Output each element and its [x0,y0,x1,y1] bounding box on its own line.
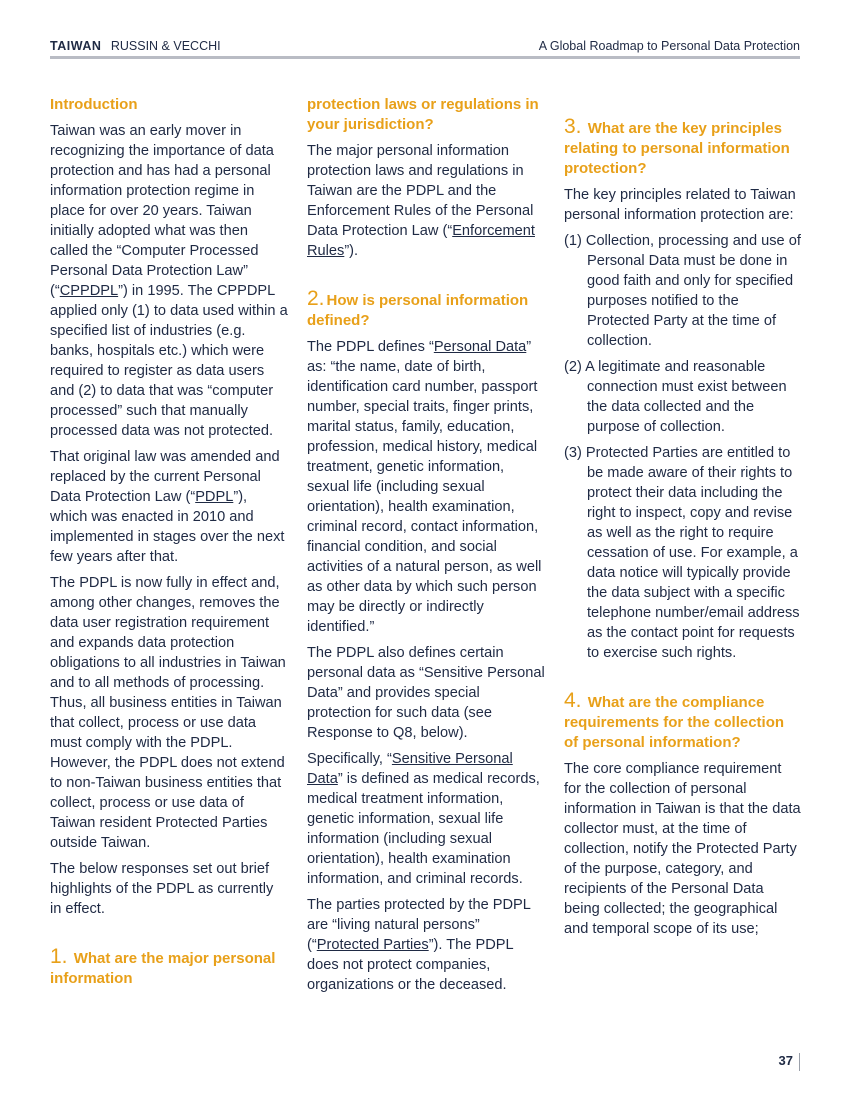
header-publication-title: A Global Roadmap to Personal Data Protection [538,39,800,53]
question-1-number: 1. [50,945,68,968]
answer-2-p4-text-b: ”). The PDPL does not protect companies, organizations or the deceased. [307,937,514,993]
question-1-heading-continued: protection laws or regulations in your jurisdiction? [307,96,539,133]
intro-paragraph-1 [50,121,288,441]
list-item [564,443,802,663]
answer-1 [307,141,545,261]
running-header [50,36,800,56]
introduction-heading: Introduction [50,96,138,113]
defined-term-sensitive-personal-data: Sensitive Personal Data [307,751,513,787]
question-3-text: What are the key principles relating to personal information protection? [564,120,790,177]
header-left [50,39,221,53]
answer-2-paragraph-1 [307,337,545,637]
question-4-heading [564,691,802,753]
intro-p1-text-b: ”) in 1995. The CPPDPL applied only (1) to data used within a specified list of industries (e.g. banks, hospitals etc.) which were required to register as data users and (2) to data that was “computer processed” such that manually processed data was not protected. [50,283,288,439]
answer-2-p1-text-b: ” as: “the name, date of birth, identification card number, passport number, special traits, finger prints, marital status, family, education, profession, medical history, medical treatment, genetic information, sexual life (including sexual orientation), health examination, criminal record, contact information, financial condition, and social activities of a natural person, as well as other data by which such person may be directly or indirectly identified.” [307,339,542,635]
header-firm: RUSSIN & VECCHI [110,39,221,53]
principles-list [564,231,802,663]
answer-2-paragraph-2: The PDPL also defines certain personal data as “Sensitive Personal Data” and provides special protection for such data (see Response to Q8, below). [307,645,545,741]
answer-2-p4-text-a: The parties protected by the PDPL are “living natural persons” (“ [307,897,531,953]
question-3-heading [564,117,802,179]
defined-term-personal-data: Personal Data [433,339,527,355]
intro-paragraph-3: The PDPL is now fully in effect and, among other changes, removes the data user registration requirement and expands data protection obligations to all industries in Taiwan and to all methods of processing. Thus, all business entities in Taiwan that collect, process or use data must comply with the PDPL. However, the PDPL does not extend to non-Taiwan business entities that collect, process or use data of Taiwan resident Protected Parties outside Taiwan. [50,575,286,851]
header-country: TAIWAN [50,39,102,53]
defined-term-pdpl: PDPL [195,489,234,505]
defined-term-enforcement-rules: Enforcement Rules [307,223,535,259]
list-item [564,357,802,437]
question-2-heading [307,289,545,331]
defined-term-cppdpl: CPPDPL [59,283,119,299]
question-1-heading [50,947,288,989]
answer-1-text-a: The major personal information protection laws and regulations in Taiwan are the PDPL and the Enforcement Rules of the Personal Data Protection Law (“ [307,143,534,239]
answer-2-paragraph-3 [307,749,545,889]
list-item-text: A legitimate and reasonable connection must exist between the data collected and the purpose of collection. [585,359,787,435]
page-number: 37 [779,1053,800,1071]
question-1-text: What are the major personal information [50,950,276,987]
question-2-number: 2. [307,287,325,310]
intro-p2-text-a: That original law was amended and replaced by the current Personal Data Protection Law (“ [50,449,280,505]
question-4-text: What are the compliance requirements for the collection of personal information? [564,694,785,751]
list-item-marker: (3) [564,445,582,461]
column-2 [307,95,545,1001]
answer-4: The core compliance requirement for the collection of personal information in Taiwan is that the data collector must, at the time of collection, notify the Protected Party of the purpose, category, and recipients of the Personal Data being collected; the geographical and temporal scope of its use; [564,761,801,937]
intro-paragraph-2 [50,447,288,567]
list-item [564,231,802,351]
answer-3-intro: The key principles related to Taiwan personal information protection are: [564,187,796,223]
answer-2-p3-text-b: ” is defined as medical records, medical treatment information, genetic information, sexual life information (including sexual orientation), health examination information, and criminal records. [307,771,540,887]
defined-term-protected-parties: Protected Parties [316,937,429,953]
answer-2-p3-text-a: Specifically, “ [307,751,392,767]
question-4-number: 4. [564,689,582,712]
intro-p2-text-b: ”), which was enacted in 2010 and implemented in stages over the next few years after that. [50,489,285,565]
question-3-number: 3. [564,115,582,138]
list-item-marker: (1) [564,233,582,249]
answer-1-text-b: ”). [344,243,359,259]
intro-paragraph-4: The below responses set out brief highlights of the PDPL as currently in effect. [50,861,274,917]
list-item-marker: (2) [564,359,582,375]
list-item-text: Protected Parties are entitled to be made aware of their rights to protect their data including the right to inspect, copy and revise as well as the right to require cessation of use. For example, a data notice will typically provide the data subject with a specific telephone number/email address as the contact point for requests to exercise such rights. [585,445,800,661]
question-2-text: How is personal information defined? [307,292,529,329]
header-divider [50,56,800,59]
intro-p1-text-a: Taiwan was an early mover in recognizing the importance of data protection and has had a personal information protection regime in place for over 20 years. Taiwan initially adopted what was then called the “Computer Processed Personal Data Protection Law” (“ [50,123,274,299]
column-1 [50,95,288,995]
answer-2-paragraph-4 [307,895,545,995]
column-3 [564,95,802,945]
list-item-text: Collection, processing and use of Personal Data must be done in good faith and only for specified purposes notified to the Protected Party at the time of collection. [585,233,801,349]
answer-2-p1-text-a: The PDPL defines “ [307,339,434,355]
